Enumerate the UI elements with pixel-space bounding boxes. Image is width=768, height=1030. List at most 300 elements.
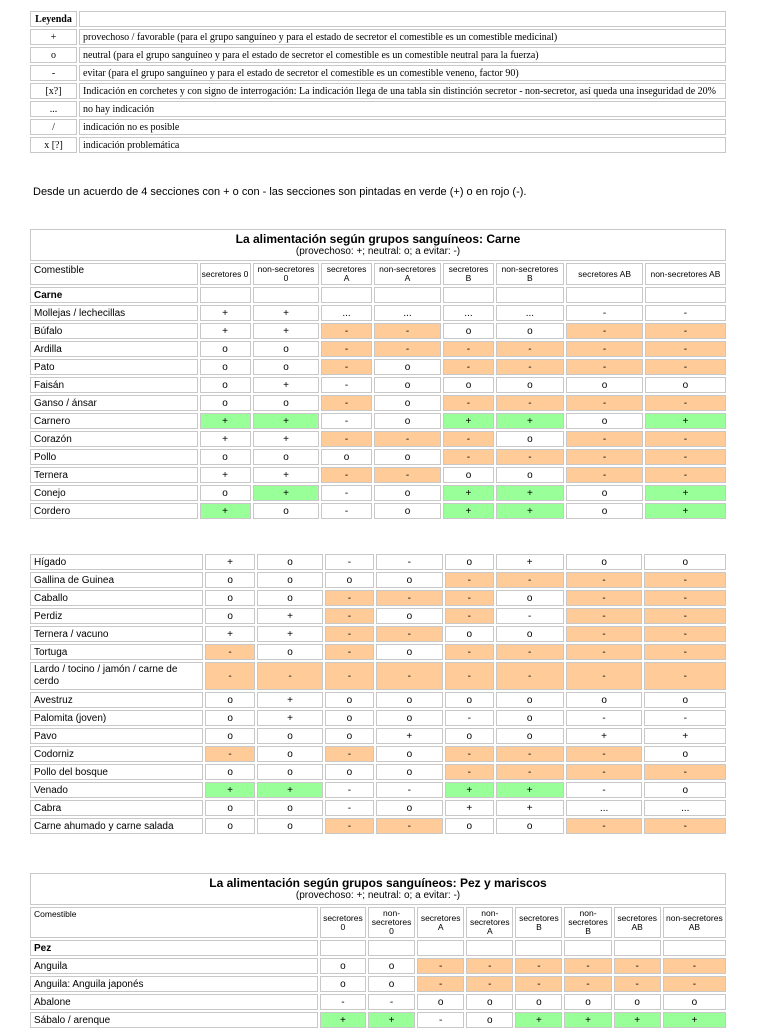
rating-cell: + (253, 305, 320, 321)
food-name: Gallina de Guinea (30, 572, 203, 588)
rating-cell: - (374, 323, 442, 339)
food-name: Ternera / vacuno (30, 626, 203, 642)
rating-cell: - (445, 644, 494, 660)
table-row (30, 323, 726, 339)
rating-cell: o (200, 359, 251, 375)
table-row (30, 626, 726, 642)
rating-cell: - (257, 662, 323, 690)
rating-cell: o (205, 608, 255, 624)
rating-cell: - (566, 449, 643, 465)
rating-cell: o (376, 800, 443, 816)
table-row (30, 818, 726, 834)
rating-cell: o (496, 467, 565, 483)
rating-cell: ... (496, 305, 565, 321)
rating-cell: - (325, 554, 374, 570)
rating-cell: + (253, 377, 320, 393)
legend-title: Leyenda (30, 11, 77, 27)
rating-cell: - (325, 662, 374, 690)
rating-cell: - (566, 626, 643, 642)
rating-cell: - (496, 341, 565, 357)
section-blank-cell (417, 940, 464, 956)
rating-cell: o (325, 572, 374, 588)
rating-cell: - (466, 976, 513, 992)
legend-row (30, 65, 726, 81)
food-name: Anguila (30, 958, 318, 974)
rating-cell: ... (321, 305, 371, 321)
rating-cell: o (320, 976, 366, 992)
rating-cell: - (645, 467, 726, 483)
rating-cell: - (321, 467, 371, 483)
rating-cell: o (253, 449, 320, 465)
table-row (30, 1012, 726, 1028)
table-row (30, 503, 726, 519)
rating-cell: + (644, 728, 726, 744)
rating-cell: - (496, 572, 564, 588)
column-header-row (30, 907, 726, 938)
rating-cell: o (321, 449, 371, 465)
rating-cell: - (645, 449, 726, 465)
rating-cell: - (321, 359, 371, 375)
rating-cell: + (200, 305, 251, 321)
column-header: non-secretores A (374, 263, 442, 285)
rating-cell: + (496, 554, 564, 570)
food-name: Pollo del bosque (30, 764, 203, 780)
section-row (30, 940, 726, 956)
rating-cell: + (253, 431, 320, 447)
food-name: Palomita (joven) (30, 710, 203, 726)
section-blank-cell (321, 287, 371, 303)
rating-cell: - (325, 608, 374, 624)
rating-cell: + (566, 728, 643, 744)
rating-cell: o (320, 958, 366, 974)
table-row (30, 359, 726, 375)
rating-cell: - (566, 572, 643, 588)
section-label: Carne (30, 287, 198, 303)
column-header: secretores 0 (320, 907, 366, 938)
rating-cell: + (205, 782, 255, 798)
column-header: non-secretores 0 (368, 907, 415, 938)
rating-cell: o (253, 341, 320, 357)
rating-cell: o (644, 692, 726, 708)
section-label: Pez (30, 940, 318, 956)
rating-cell: - (466, 958, 513, 974)
section-blank-cell (443, 287, 493, 303)
table-title-row (30, 873, 726, 905)
rating-cell: o (325, 692, 374, 708)
food-name: Pavo (30, 728, 203, 744)
rating-cell: - (496, 608, 564, 624)
rating-cell: - (566, 608, 643, 624)
rating-cell: o (205, 764, 255, 780)
table-row (30, 958, 726, 974)
rating-cell: + (564, 1012, 611, 1028)
table-row (30, 413, 726, 429)
rating-cell: o (376, 746, 443, 762)
table-row (30, 590, 726, 606)
rating-cell: - (566, 590, 643, 606)
rating-cell: + (614, 1012, 661, 1028)
rating-cell: - (443, 431, 493, 447)
rating-cell: - (445, 746, 494, 762)
rating-cell: - (566, 395, 643, 411)
rating-cell: o (200, 449, 251, 465)
rating-cell: + (200, 413, 251, 429)
legend-symbol: - (30, 65, 77, 81)
rating-cell: o (376, 644, 443, 660)
rating-cell: - (566, 764, 643, 780)
rating-cell: - (566, 341, 643, 357)
section-blank-cell (564, 940, 611, 956)
table-row (30, 467, 726, 483)
rating-cell: o (466, 1012, 513, 1028)
rating-cell: - (496, 359, 565, 375)
rating-cell: o (253, 503, 320, 519)
rating-cell: o (200, 485, 251, 501)
section-blank-cell (253, 287, 320, 303)
table-row (30, 728, 726, 744)
rating-cell: o (496, 692, 564, 708)
rating-cell: - (445, 710, 494, 726)
legend-row (30, 83, 726, 99)
column-header: secretores B (443, 263, 493, 285)
section-blank-cell (320, 940, 366, 956)
table-carne (28, 227, 728, 521)
rating-cell: o (200, 341, 251, 357)
legend-row (30, 47, 726, 63)
rating-cell: + (253, 323, 320, 339)
rating-cell: - (325, 818, 374, 834)
rating-cell: - (566, 710, 643, 726)
legend-text: no hay indicación (79, 101, 726, 117)
rating-cell: o (645, 377, 726, 393)
food-name: Pato (30, 359, 198, 375)
rating-cell: ... (443, 305, 493, 321)
rating-cell: - (566, 818, 643, 834)
table-row (30, 800, 726, 816)
rating-cell: o (445, 626, 494, 642)
section-blank-cell (496, 287, 565, 303)
rating-cell: - (645, 323, 726, 339)
rating-cell: o (257, 728, 323, 744)
table-row (30, 572, 726, 588)
table-row (30, 395, 726, 411)
rating-cell: o (445, 728, 494, 744)
rating-cell: o (257, 746, 323, 762)
rating-cell: - (644, 626, 726, 642)
rating-cell: o (443, 323, 493, 339)
rating-cell: + (496, 782, 564, 798)
table-title-cell (30, 229, 726, 261)
food-name: Conejo (30, 485, 198, 501)
legend-row (30, 137, 726, 153)
column-header: secretores A (417, 907, 464, 938)
rating-cell: - (376, 818, 443, 834)
rating-cell: - (566, 662, 643, 690)
section-blank-cell (466, 940, 513, 956)
rating-cell: o (374, 413, 442, 429)
legend-text: neutral (para el grupo sanguíneo y para el estado de secretor el comestible es un comestible neutral para la fuerza) (79, 47, 726, 63)
rating-cell: + (257, 692, 323, 708)
column-header: secretores B (515, 907, 562, 938)
column-header: secretores A (321, 263, 371, 285)
legend-symbol: [x?] (30, 83, 77, 99)
rating-cell: + (205, 626, 255, 642)
rating-cell: ... (374, 305, 442, 321)
food-name: Carne ahumado y carne salada (30, 818, 203, 834)
rating-cell: o (644, 746, 726, 762)
rating-cell: - (205, 662, 255, 690)
legend-row (30, 101, 726, 117)
rating-cell: o (205, 572, 255, 588)
legend-text: indicación no es posible (79, 119, 726, 135)
table-row (30, 305, 726, 321)
rating-cell: o (566, 692, 643, 708)
rating-cell: o (325, 728, 374, 744)
rating-cell: o (376, 572, 443, 588)
food-name: Faisán (30, 377, 198, 393)
rating-cell: - (496, 644, 564, 660)
rating-cell: - (644, 644, 726, 660)
rating-cell: + (257, 782, 323, 798)
section-blank-cell (515, 940, 562, 956)
rating-cell: o (566, 485, 643, 501)
rating-cell: + (253, 413, 320, 429)
rating-cell: - (496, 449, 565, 465)
rating-cell: o (496, 431, 565, 447)
table-subtitle: (provechoso: +; neutral: o; a evitar: -) (295, 246, 461, 257)
rating-cell: - (614, 958, 661, 974)
rating-cell: - (374, 431, 442, 447)
legend-text: provechoso / favorable (para el grupo sanguíneo y para el estado de secretor el comestible es un comestible medicinal) (79, 29, 726, 45)
rating-cell: - (445, 590, 494, 606)
rating-cell: ... (566, 800, 643, 816)
rating-cell: o (325, 710, 374, 726)
rating-cell: - (325, 590, 374, 606)
legend-header-row (30, 11, 726, 27)
food-name: Lardo / tocino / jamón / carne de cerdo (30, 662, 203, 690)
rating-cell: - (566, 782, 643, 798)
rating-cell: o (564, 994, 611, 1010)
rating-cell: + (445, 782, 494, 798)
rating-cell: - (644, 608, 726, 624)
rating-cell: + (200, 467, 251, 483)
rating-cell: o (445, 554, 494, 570)
rating-cell: - (644, 764, 726, 780)
rating-cell: + (496, 485, 565, 501)
legend-text: Indicación en corchetes y con signo de interrogación: La indicación llega de una tabla sin distinción secretor - non-secretor, así queda una inseguridad de 20% (79, 83, 726, 99)
table-row (30, 746, 726, 762)
table-row (30, 449, 726, 465)
rating-cell: - (368, 994, 415, 1010)
rating-cell: - (515, 958, 562, 974)
rating-cell: o (496, 323, 565, 339)
table-row (30, 782, 726, 798)
table-row (30, 976, 726, 992)
rating-cell: - (321, 377, 371, 393)
rating-cell: o (374, 449, 442, 465)
rating-cell: - (644, 818, 726, 834)
rating-cell: ... (644, 800, 726, 816)
column-header: non-secretores B (564, 907, 611, 938)
rating-cell: - (566, 746, 643, 762)
food-name: Corazón (30, 431, 198, 447)
rating-cell: o (374, 395, 442, 411)
rating-cell: - (321, 395, 371, 411)
rating-cell: + (445, 800, 494, 816)
table-row (30, 377, 726, 393)
rating-cell: o (644, 554, 726, 570)
rating-cell: + (645, 503, 726, 519)
rating-cell: - (321, 413, 371, 429)
rating-cell: o (374, 503, 442, 519)
rating-cell: o (205, 818, 255, 834)
rating-cell: o (374, 359, 442, 375)
rating-cell: - (443, 449, 493, 465)
rating-cell: o (253, 359, 320, 375)
food-name: Avestruz (30, 692, 203, 708)
rating-cell: - (376, 662, 443, 690)
rating-cell: - (325, 746, 374, 762)
table-title-row (30, 229, 726, 261)
rating-cell: o (376, 692, 443, 708)
rating-cell: o (566, 503, 643, 519)
rating-cell: o (205, 800, 255, 816)
legend-row (30, 29, 726, 45)
column-header: non-secretores B (496, 263, 565, 285)
rating-cell: - (566, 359, 643, 375)
rating-cell: o (257, 554, 323, 570)
food-name: Cabra (30, 800, 203, 816)
rating-cell: - (445, 662, 494, 690)
rating-cell: - (320, 994, 366, 1010)
rating-cell: o (496, 818, 564, 834)
rating-cell: o (205, 590, 255, 606)
rating-cell: o (257, 644, 323, 660)
section-blank-cell (645, 287, 726, 303)
rating-cell: - (205, 746, 255, 762)
food-name: Ardilla (30, 341, 198, 357)
rating-cell: o (374, 485, 442, 501)
legend-symbol: x [?] (30, 137, 77, 153)
rating-cell: + (257, 626, 323, 642)
rating-cell: - (644, 710, 726, 726)
rating-cell: - (325, 782, 374, 798)
rating-cell: - (663, 976, 726, 992)
rating-cell: - (496, 395, 565, 411)
food-name: Perdiz (30, 608, 203, 624)
rating-cell: - (321, 323, 371, 339)
rating-cell: - (566, 467, 643, 483)
rating-cell: + (200, 503, 251, 519)
rating-cell: + (496, 800, 564, 816)
rating-cell: - (376, 782, 443, 798)
rating-cell: o (325, 764, 374, 780)
rating-cell: - (321, 431, 371, 447)
rating-cell: - (325, 626, 374, 642)
rating-cell: o (417, 994, 464, 1010)
legend-text: indicación problemática (79, 137, 726, 153)
table-row (30, 431, 726, 447)
rating-cell: - (374, 467, 442, 483)
rating-cell: + (200, 431, 251, 447)
column-header: non-secretores 0 (253, 263, 320, 285)
table-row (30, 608, 726, 624)
rating-cell: o (566, 413, 643, 429)
column-header: non-secretores A (466, 907, 513, 938)
rating-cell: - (417, 976, 464, 992)
rating-cell: + (253, 467, 320, 483)
table-row (30, 692, 726, 708)
rating-cell: - (496, 764, 564, 780)
rating-cell: o (257, 590, 323, 606)
table-row (30, 994, 726, 1010)
food-name: Ternera (30, 467, 198, 483)
rating-cell: - (644, 662, 726, 690)
rating-cell: + (257, 710, 323, 726)
rating-cell: - (376, 590, 443, 606)
rating-cell: o (496, 377, 565, 393)
rating-cell: - (644, 590, 726, 606)
rating-cell: o (614, 994, 661, 1010)
rating-cell: o (515, 994, 562, 1010)
food-name: Búfalo (30, 323, 198, 339)
rating-cell: o (443, 377, 493, 393)
column-header: non-secretores AB (645, 263, 726, 285)
rating-cell: o (368, 976, 415, 992)
rating-cell: o (496, 590, 564, 606)
rating-cell: - (564, 976, 611, 992)
rating-cell: o (644, 782, 726, 798)
rating-cell: o (566, 377, 643, 393)
rating-cell: + (253, 485, 320, 501)
rating-cell: - (445, 764, 494, 780)
rating-cell: - (496, 662, 564, 690)
rating-cell: - (614, 976, 661, 992)
rating-cell: o (663, 994, 726, 1010)
legend-header-blank (79, 11, 726, 27)
rating-cell: - (566, 431, 643, 447)
legend-table (28, 9, 728, 155)
table-row (30, 341, 726, 357)
food-name: Sábalo / arenque (30, 1012, 318, 1028)
rating-cell: o (253, 395, 320, 411)
rating-cell: o (374, 377, 442, 393)
rating-cell: - (325, 800, 374, 816)
column-header: secretores AB (566, 263, 643, 285)
food-name: Venado (30, 782, 203, 798)
table-title: La alimentación según grupos sanguíneos: Carne (235, 232, 521, 246)
legend-row (30, 119, 726, 135)
table-row (30, 554, 726, 570)
rating-cell: o (566, 554, 643, 570)
rating-cell: + (368, 1012, 415, 1028)
food-name: Carnero (30, 413, 198, 429)
table-row (30, 764, 726, 780)
legend-symbol: ... (30, 101, 77, 117)
rating-cell: o (496, 728, 564, 744)
legend-symbol: + (30, 29, 77, 45)
section-blank-cell (200, 287, 251, 303)
rating-cell: + (515, 1012, 562, 1028)
rating-cell: + (443, 485, 493, 501)
food-name: Anguila: Anguila japonés (30, 976, 318, 992)
section-blank-cell (374, 287, 442, 303)
rating-cell: o (443, 467, 493, 483)
rating-cell: - (205, 644, 255, 660)
rating-cell: o (376, 710, 443, 726)
rating-cell: + (645, 485, 726, 501)
rating-cell: o (200, 395, 251, 411)
